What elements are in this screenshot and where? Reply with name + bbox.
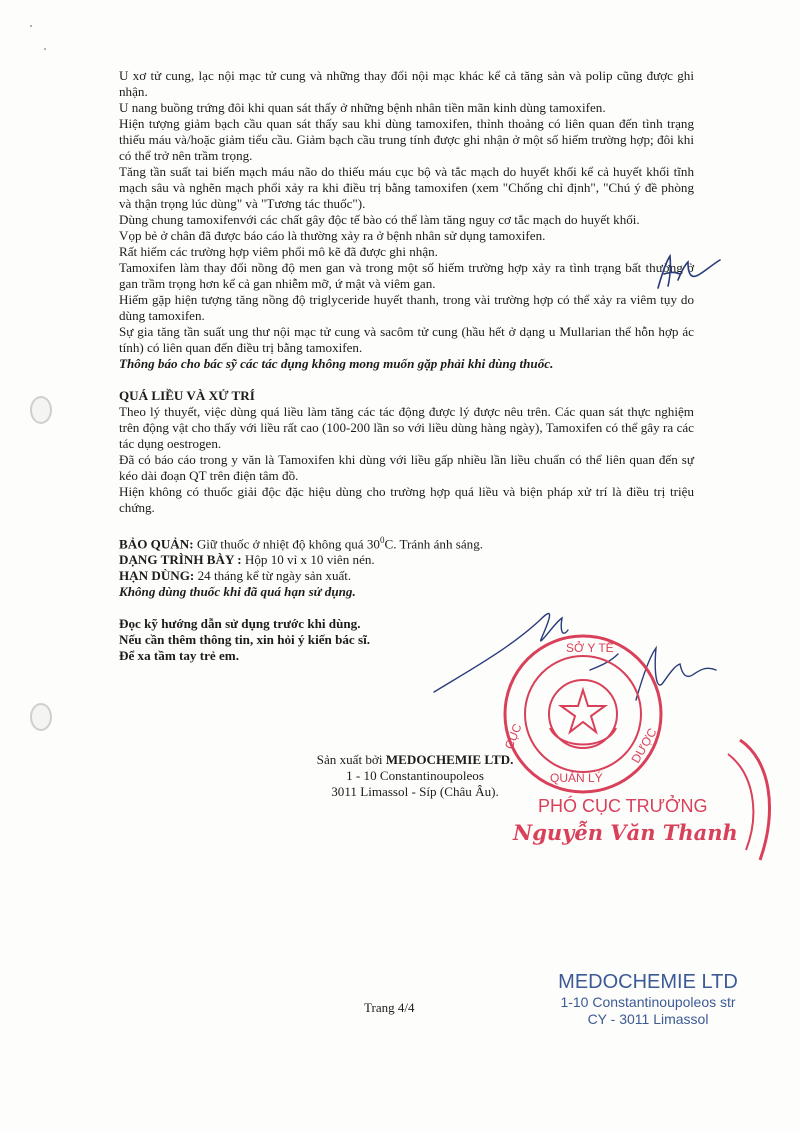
scan-speck [30,25,32,27]
instruction-ask-doctor: Nếu cần thêm thông tin, xin hỏi ý kiến bác sĩ. [119,632,370,648]
company-address-2: CY - 3011 Limassol [587,1011,709,1027]
initials-signature [652,252,724,292]
storage-line [119,532,694,552]
side-effects-warning: Thông báo cho bác sỹ các tác dụng không mong muốn gặp phải khi dùng thuốc. [119,356,554,371]
stamp-right-text: DƯỢC [628,725,660,766]
manufacturer-name: MEDOCHEMIE LTD. [385,752,514,767]
storage-label: BẢO QUẢN: [119,536,194,552]
expiry-line [119,568,694,584]
punch-hole [30,396,52,424]
form-label: DẠNG TRÌNH BÀY : [119,552,242,568]
instruction-read: Đọc kỹ hướng dẫn sử dụng trước khi dùng. [119,616,361,632]
partial-stamp-arc [720,730,790,870]
official-stamp [498,632,688,802]
stamp-title: PHÓ CỤC TRƯỞNG [538,796,708,816]
overdose-paragraph-qt: Đã có báo cáo trong y văn là Tamoxifen khi dùng với liều gấp nhiều lần liều chuẩn có thể liên quan đến sự kéo dài đoạn QT trên điện tâm đồ. [119,452,694,483]
paragraph-liver: Tamoxifen làm thay đổi nồng độ men gan và trong một số hiếm trường hợp xảy ra tình trạng bất thường ở gan trầm trọng hơn kể cả gan nhiễm mỡ, ứ mật và viêm gan. [119,260,694,291]
paragraph-pneumonitis: Rất hiếm các trường hợp viêm phổi mô kẽ đã được ghi nhận. [119,244,438,259]
stamp-signer-name: Nguyễn Văn Thanh [513,820,738,845]
company-name: MEDOCHEMIE LTD [558,971,738,993]
paragraph-cytotoxic: Dùng chung tamoxifenvới các chất gây độc tế bào có thể làm tăng nguy cơ tắc mạch do huyết khối. [119,212,640,227]
paragraph-uterine-fibroids: U xơ tử cung, lạc nội mạc tử cung và những thay đổi nội mạc khác kể cả tăng sản và polip cũng được ghi nhận. [119,68,694,99]
paragraph-endometrial-cancer: Sự gia tăng tần suất ung thư nội mạc tử cung và sacôm tử cung (hầu hết ở dạng u Mullarian thể hỗn hợp ác tính) có liên quan đến điều trị bằng tamoxifen. [119,324,694,355]
punch-hole [30,703,52,731]
paragraph-stroke-thrombosis: Tăng tần suất tai biến mạch máu não do thiếu máu cục bộ và tắc mạch do huyết khối kể cả huyết khối tĩnh mạch sâu và nghẽn mạch phổi xảy ra khi điều trị bằng tamoxifen (xem "Chống chỉ định", "Chú ý đề phòng và thận trọng lúc dùng" và "Tương tác thuốc"). [119,164,694,211]
manufacturer-address-1: 1 - 10 Constantinoupoleos [346,768,484,783]
expiry-text: 24 tháng kể từ ngày sản xuất. [194,568,352,584]
storage-degree: 0 [379,535,385,545]
company-stamp [548,970,748,1028]
manufacturer-prefix: Sản xuất bởi [316,752,386,767]
expiry-label: HẠN DÙNG: [119,568,195,584]
instruction-keep-away: Để xa tầm tay trẻ em. [119,648,239,664]
overdose-heading: QUÁ LIỀU VÀ XỬ TRÍ [119,388,255,403]
paragraph-leukopenia: Hiện tượng giảm bạch cầu quan sát thấy sau khi dùng tamoxifen, thỉnh thoảng có liên quan đến tình trạng thiếu máu và/hoặc giảm tiểu cầu. Giảm bạch cầu trung tính được ghi nhận ở một số hiếm trường hợp; đôi khi có thể trở nên trầm trọng. [119,116,694,163]
stamp-top-text: SỞ Y TẾ [566,641,614,655]
page-number: Trang 4/4 [364,1000,415,1015]
form-text: Hộp 10 vỉ x 10 viên nén. [241,552,375,568]
paragraph-triglyceride: Hiếm gặp hiện tượng tăng nồng độ triglyceride huyết thanh, trong vài trường hợp có thể xảy ra viêm tụy do dùng tamoxifen. [119,292,694,323]
scan-speck [44,48,46,50]
storage-text: Giữ thuốc ở nhiệt độ không quá 30 [193,536,380,552]
company-address-1: 1-10 Constantinoupoleos str [560,994,736,1010]
stamp-left-text: CỤC [501,721,525,752]
leaflet-body [119,68,694,664]
form-line [119,552,694,568]
paragraph-ovarian-cysts: U nang buồng trứng đôi khi quan sát thấy ở những bệnh nhân tiền mãn kinh dùng tamoxifen. [119,100,606,115]
storage-text-after: C. Tránh ánh sáng. [384,536,484,552]
manufacturer-address-2: 3011 Limassol - Síp (Châu Âu). [331,784,499,799]
paragraph-leg-cramps: Vọp bẻ ở chân đã được báo cáo là thường xảy ra ở bệnh nhân sử dụng tamoxifen. [119,228,546,243]
stamp-bottom-text: QUẢN LÝ [550,771,603,785]
overdose-paragraph-theory: Theo lý thuyết, việc dùng quá liều làm tăng các tác động được lý được nêu trên. Các quan sát thực nghiệm trên động vật cho thấy với liều rất cao (100-200 lần so với liều dùng hàng ngày), Tamoxifen có thể gây ra các tác dụng oestrogen. [119,404,694,451]
expiry-warning: Không dùng thuốc khi đã quá hạn sử dụng. [119,584,356,600]
overdose-paragraph-antidote: Hiện không có thuốc giải độc đặc hiệu dùng cho trường hợp quá liều và biện pháp xử trí là điều trị triệu chứng. [119,484,694,515]
